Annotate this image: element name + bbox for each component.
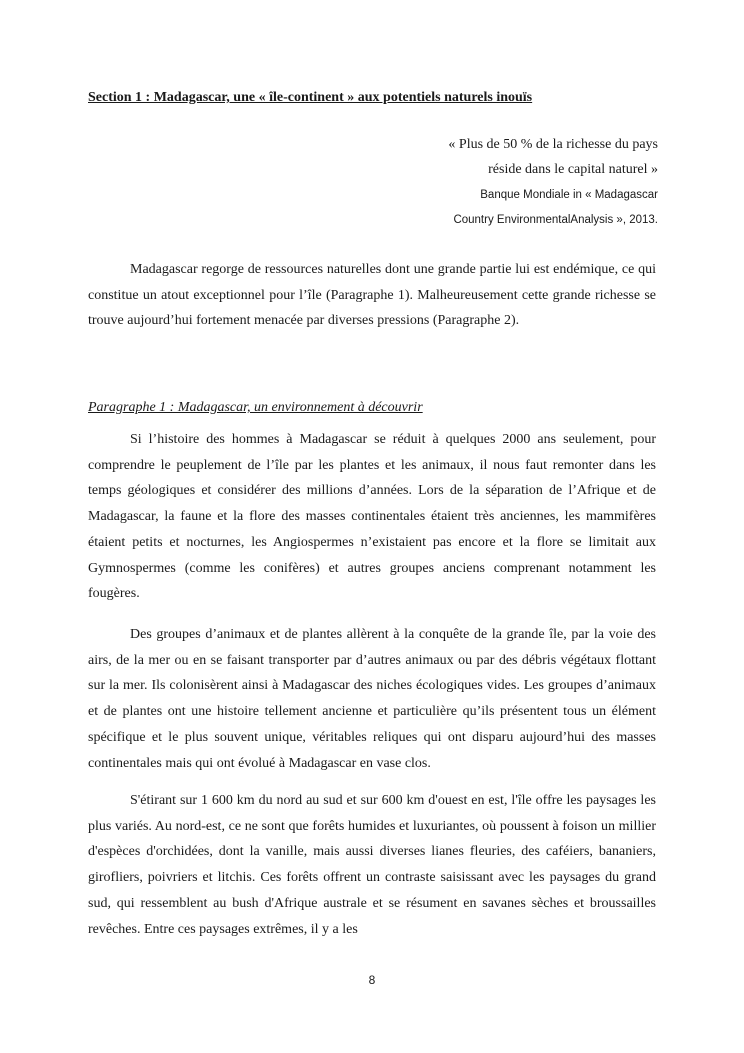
epigraph-quote-line-1: « Plus de 50 % de la richesse du pays [448, 137, 658, 152]
epigraph-source-line-2: Country EnvironmentalAnalysis », 2013. [453, 214, 658, 226]
page-number: 8 [368, 973, 376, 987]
paragraph-heading: Paragraphe 1 : Madagascar, un environnement à découvrir [88, 400, 423, 415]
epigraph [328, 132, 658, 233]
body-paragraph-2: Des groupes d’animaux et de plantes allèrent à la conquête de la grande île, par la voie des airs, de la mer ou en se faisant transporter par d’autres animaux ou par des débris végétaux flottant sur la mer. Ils colonisèrent ainsi à Madagascar des niches écologiques vides. Les groupes d’animaux et de plantes ont une histoire tellement ancienne et particulière qu’ils présentent tous un élément spécifique et le plus souvent unique, véritables reliques qui ont disparu aujourd’hui des masses continentales mais qui ont évolué à Madagascar en vase clos. [88, 627, 656, 771]
body-paragraph-3: S'étirant sur 1 600 km du nord au sud et sur 600 km d'ouest en est, l'île offre les paysages les plus variés. Au nord-est, ce ne sont que forêts humides et luxuriantes, où poussent à foison un millier d'espèces d'orchidées, dont la vanille, mais aussi diverses lianes fleuries, des caféiers, bananiers, girofliers, poivriers et litchis. Ces forêts offrent un contraste saisissant avec les paysages du grand sud, qui ressemblent au bush d'Afrique australe et se résument en savanes sèches et broussailles revêches. Entre ces paysages extrêmes, il y a les [88, 793, 656, 937]
epigraph-source-line-1: Banque Mondiale in « Madagascar [480, 189, 658, 201]
intro-paragraph: Madagascar regorge de ressources naturelles dont une grande partie lui est endémique, ce qui constitue un atout exceptionnel pour l’île (Paragraphe 1). Malheureusement cette grande richesse se trouve aujourd’hui fortement menacée par diverses pressions (Paragraphe 2). [88, 262, 656, 329]
section-title: Section 1 : Madagascar, une « île-continent » aux potentiels naturels inouïs [88, 90, 533, 105]
epigraph-quote-line-2: réside dans le capital naturel » [488, 162, 658, 177]
body-paragraph-1: Si l’histoire des hommes à Madagascar se réduit à quelques 2000 ans seulement, pour comprendre le peuplement de l’île par les plantes et les animaux, il nous faut remonter dans les temps géologiques et considérer des millions d’années. Lors de la séparation de l’Afrique et de Madagascar, la faune et la flore des masses continentales étaient très anciennes, les mammifères étaient petits et nocturnes, les Angiospermes n’existaient pas encore et la flore se limitait aux Gymnospermes (comme les conifères) et autres groupes anciens comprenant notamment les fougères. [88, 432, 656, 602]
